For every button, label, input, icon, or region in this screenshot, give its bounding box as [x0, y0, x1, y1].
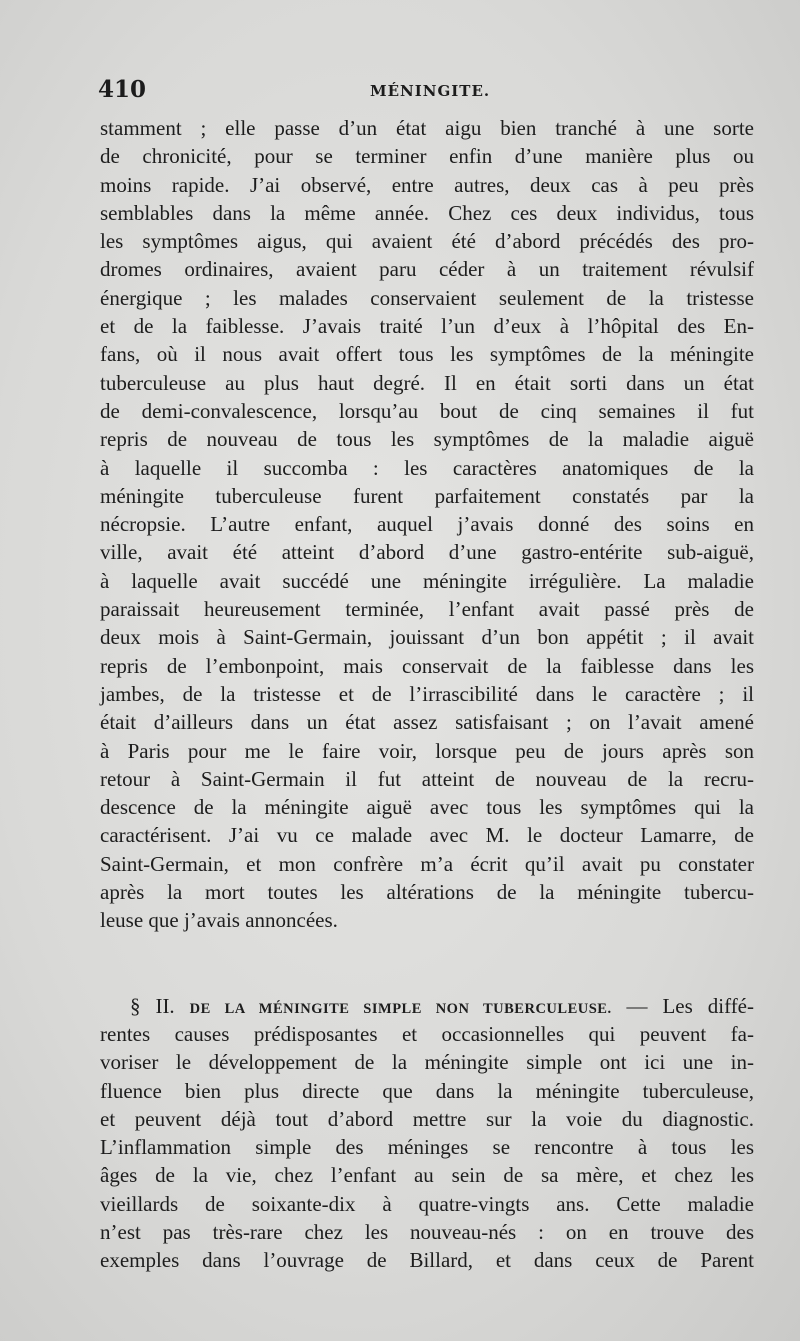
- text-line: ville, avait été atteint d’abord d’une gastro-entérite sub-aiguë,: [100, 540, 754, 565]
- text-line: dromes ordinaires, avaient paru céder à un traitement révulsif: [100, 257, 754, 282]
- text-line: fans, où il nous avait offert tous les symptômes de la méningite: [100, 342, 754, 367]
- text-line: L’inflammation simple des méninges se rencontre à tous les: [100, 1135, 754, 1160]
- text-line: Saint-Germain, et mon confrère m’a écrit qu’il avait pu constater: [100, 851, 754, 876]
- text-line: était d’ailleurs dans un état assez satisfaisant ; on l’avait amené: [100, 710, 754, 735]
- paragraph-2: [100, 1020, 754, 1275]
- page-number: 410: [98, 76, 147, 103]
- section-heading-line: [100, 992, 754, 1020]
- text-line: caractérisent. J’ai vu ce malade avec M. le docteur Lamarre, de: [100, 823, 754, 848]
- text-line: exemples dans l’ouvrage de Billard, et dans ceux de Parent: [100, 1248, 754, 1273]
- text-line: les symptômes aigus, qui avaient été d’abord précédés des pro-: [100, 229, 754, 254]
- text-line: méningite tuberculeuse furent parfaitement constatés par la: [100, 483, 754, 508]
- page-header: [98, 76, 752, 110]
- text-line: repris de nouveau de tous les symptômes de la maladie aiguë: [100, 427, 754, 452]
- text-line: descence de la méningite aiguë avec tous les symptômes qui la: [100, 795, 754, 820]
- text-line: tuberculeuse au plus haut degré. Il en était sorti dans un état: [100, 370, 754, 395]
- section-heading: DE LA MÉNINGITE SIMPLE NON TUBERCULEUSE.: [189, 1000, 612, 1017]
- text-line: fluence bien plus directe que dans la méningite tuberculeuse,: [100, 1078, 754, 1103]
- body-text: [100, 114, 754, 1275]
- text-line: leuse que j’avais annoncées.: [100, 908, 338, 933]
- text-line: retour à Saint-Germain il fut atteint de nouveau de la recru-: [100, 766, 754, 791]
- text-line: à laquelle il succomba : les caractères anatomiques de la: [100, 455, 754, 480]
- text-line: rentes causes prédisposantes et occasionnelles qui peuvent fa-: [100, 1021, 754, 1046]
- text-line: moins rapide. J’ai observé, entre autres, deux cas à peu près: [100, 172, 754, 197]
- text-line: de chronicité, pour se terminer enfin d’une manière plus ou: [100, 144, 754, 169]
- text-line: énergique ; les malades conservaient seulement de la tristesse: [100, 285, 754, 310]
- text-line: à laquelle avait succédé une méningite irrégulière. La maladie: [100, 568, 754, 593]
- text-line: n’est pas très-rare chez les nouveau-nés : on en trouve des: [100, 1219, 754, 1244]
- text-line: âges de la vie, chez l’enfant au sein de sa mère, et chez les: [100, 1163, 754, 1188]
- text-line: paraissait heureusement terminée, l’enfant avait passé près de: [100, 597, 754, 622]
- text-line: vieillards de soixante-dix à quatre-vingts ans. Cette maladie: [100, 1191, 754, 1216]
- text-line: jambes, de la tristesse et de l’irrascibilité dans le caractère ; il: [100, 681, 754, 706]
- text-line: repris de l’embonpoint, mais conservait de la faiblesse dans les: [100, 653, 754, 678]
- section-lead-in: — Les diffé-: [626, 993, 755, 1018]
- running-head: MÉNINGITE.: [370, 82, 491, 100]
- paragraph-1: [100, 114, 754, 935]
- text-line: voriser le développement de la méningite simple ont ici une in-: [100, 1050, 754, 1075]
- text-line: à Paris pour me le faire voir, lorsque peu de jours après son: [100, 738, 754, 763]
- text-line: stamment ; elle passe d’un état aigu bien tranché à une sorte: [100, 116, 754, 140]
- text-line: et peuvent déjà tout d’abord mettre sur la voie du diagnostic.: [100, 1106, 754, 1131]
- text-line: nécropsie. L’autre enfant, auquel j’avais donné des soins en: [100, 512, 754, 537]
- text-line: deux mois à Saint-Germain, jouissant d’un bon appétit ; il avait: [100, 625, 754, 650]
- paragraph-gap: [100, 935, 754, 992]
- section-number: § II.: [130, 993, 175, 1018]
- text-line: de demi-convalescence, lorsqu’au bout de cinq semaines il fut: [100, 398, 754, 423]
- text-line: semblables dans la même année. Chez ces deux individus, tous: [100, 200, 754, 225]
- text-line: et de la faiblesse. J’avais traité l’un d’eux à l’hôpital des En-: [100, 314, 754, 339]
- text-line: après la mort toutes les altérations de la méningite tubercu-: [100, 880, 754, 905]
- section-2: [100, 992, 754, 1275]
